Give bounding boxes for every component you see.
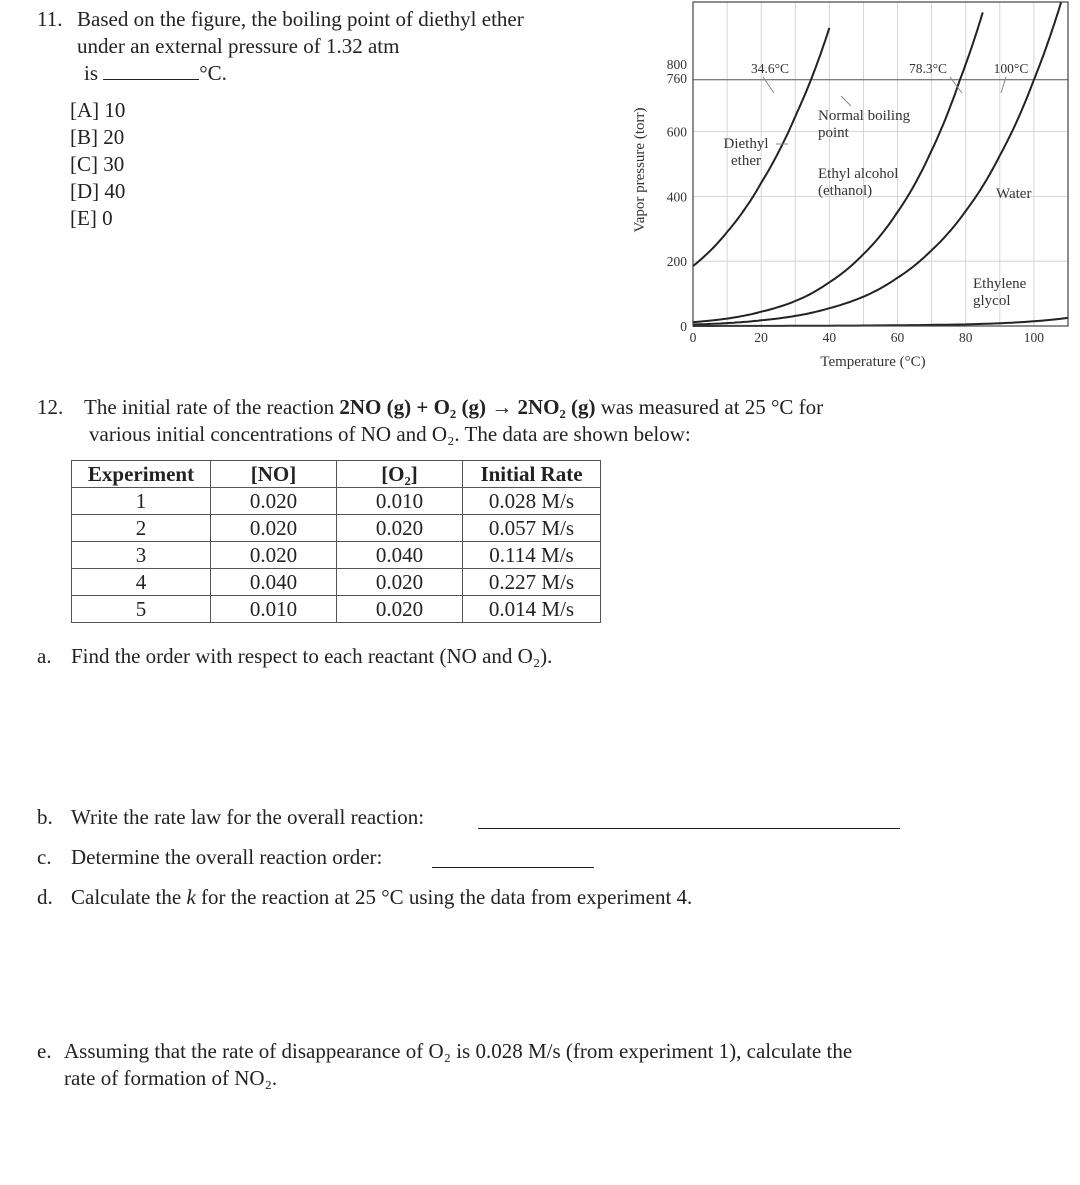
table-row bbox=[72, 596, 601, 623]
table-row bbox=[72, 515, 601, 542]
cell: 0.020 bbox=[211, 515, 337, 542]
normal-bp-label-2: point bbox=[818, 125, 849, 141]
y-tick-label: 200 bbox=[666, 254, 687, 270]
part-e bbox=[37, 1038, 852, 1065]
y-tick-label: 760 bbox=[666, 70, 687, 86]
x-tick-label: 100 bbox=[1023, 330, 1045, 345]
choice-c[interactable]: [C] 30 bbox=[70, 152, 125, 176]
cell: 0.010 bbox=[337, 488, 463, 515]
table-row bbox=[72, 569, 601, 596]
choice-d[interactable]: [D] 40 bbox=[70, 179, 126, 203]
header-initial-rate: Initial Rate bbox=[463, 461, 601, 488]
series-label-glycol-1: Ethylene bbox=[973, 276, 1027, 292]
x-tick-labels bbox=[690, 330, 1045, 345]
part-a-letter: a. bbox=[37, 644, 52, 668]
part-d bbox=[37, 884, 692, 911]
y-tick-label: 600 bbox=[666, 124, 687, 140]
part-a bbox=[37, 643, 552, 670]
cell: 0.040 bbox=[211, 569, 337, 596]
cell: 0.227 M/s bbox=[463, 569, 601, 596]
header-no: [NO] bbox=[211, 461, 337, 488]
x-tick-label: 60 bbox=[890, 330, 905, 345]
cell: 0.028 M/s bbox=[463, 488, 601, 515]
cell: 0.010 bbox=[211, 596, 337, 623]
cell: 1 bbox=[72, 488, 211, 515]
series-label-ether-1: Diethyl bbox=[723, 136, 769, 152]
header-o2: [O₂] bbox=[337, 461, 463, 488]
cell: 2 bbox=[72, 515, 211, 542]
x-tick-label: 40 bbox=[822, 330, 837, 345]
choice-b[interactable]: [B] 20 bbox=[70, 125, 125, 149]
bp-label-ethanol: 78.3°C bbox=[908, 61, 948, 76]
part-e-line1: Assuming that the rate of disappearance of O₂ is 0.028 M/s (from experiment 1), calculate the bbox=[64, 1039, 853, 1063]
part-d-letter: d. bbox=[37, 885, 53, 909]
y-tick-label: 400 bbox=[666, 189, 687, 205]
table-header-row bbox=[72, 461, 601, 488]
part-d-text-post: for the reaction at 25 °C using the data from experiment 4. bbox=[195, 885, 693, 909]
series-label-ether-2: ether bbox=[731, 153, 761, 169]
q11-unit: °C. bbox=[199, 61, 227, 85]
cell: 0.020 bbox=[211, 542, 337, 569]
cell: 4 bbox=[72, 569, 211, 596]
cell: 3 bbox=[72, 542, 211, 569]
bp-label-ether: 34.6°C bbox=[750, 61, 790, 76]
q12-intro-post: was measured at 25 °C for bbox=[595, 395, 824, 419]
cell: 0.114 M/s bbox=[463, 542, 601, 569]
rate-data-table bbox=[71, 460, 601, 623]
q11-text-line2: under an external pressure of 1.32 atm bbox=[77, 34, 400, 58]
y-tick-label: 800 bbox=[666, 56, 687, 72]
normal-bp-label-1: Normal boiling bbox=[818, 108, 911, 124]
bp-label-water: 100°C bbox=[993, 61, 1029, 76]
cell: 0.020 bbox=[337, 515, 463, 542]
part-c-letter: c. bbox=[37, 845, 52, 869]
part-c-text: Determine the overall reaction order: bbox=[71, 845, 383, 869]
vapor-pressure-chart bbox=[628, 0, 1080, 380]
q12-intro-line1 bbox=[84, 394, 823, 421]
q12-reaction: 2NO (g) + O₂ (g) → 2NO₂ (g) bbox=[339, 395, 596, 419]
cell: 5 bbox=[72, 596, 211, 623]
part-e-letter: e. bbox=[37, 1039, 52, 1063]
overall-order-answer-blank[interactable] bbox=[432, 845, 594, 868]
q12-number: 12. bbox=[37, 395, 64, 419]
cell: 0.020 bbox=[211, 488, 337, 515]
part-d-text-pre: Calculate the bbox=[71, 885, 187, 909]
x-tick-label: 0 bbox=[689, 330, 697, 345]
part-c bbox=[37, 844, 382, 871]
q11-is: is bbox=[84, 61, 99, 85]
y-tick-label: 0 bbox=[680, 319, 687, 334]
q11-answer-blank[interactable] bbox=[103, 79, 199, 80]
table-row bbox=[72, 488, 601, 515]
rate-law-answer-blank[interactable] bbox=[478, 806, 900, 829]
q11-number: 11. bbox=[37, 7, 63, 31]
q11-choices bbox=[70, 97, 125, 232]
cell: 0.014 M/s bbox=[463, 596, 601, 623]
part-a-text: Find the order with respect to each reactant (NO and O₂). bbox=[71, 644, 553, 668]
part-e-line2: rate of formation of NO₂. bbox=[64, 1066, 278, 1090]
q12-intro-line2: various initial concentrations of NO and O₂. The data are shown below: bbox=[89, 422, 691, 446]
series-label-water: Water bbox=[996, 186, 1032, 202]
q11-text-line1: Based on the figure, the boiling point of diethyl ether bbox=[77, 7, 524, 31]
table-row bbox=[72, 542, 601, 569]
x-axis-label: Temperature (°C) bbox=[820, 354, 926, 370]
part-b-text: Write the rate law for the overall reaction: bbox=[71, 805, 425, 829]
cell: 0.020 bbox=[337, 569, 463, 596]
normal-bp-pointer bbox=[841, 96, 851, 106]
choice-e[interactable]: [E] 0 bbox=[70, 206, 113, 230]
part-b bbox=[37, 804, 424, 831]
x-tick-label: 20 bbox=[754, 330, 768, 345]
q12-intro-pre: The initial rate of the reaction bbox=[84, 395, 340, 419]
part-d-k: k bbox=[186, 885, 196, 909]
cell: 0.057 M/s bbox=[463, 515, 601, 542]
q11-text-line3 bbox=[84, 60, 227, 87]
y-axis-label: Vapor pressure (torr) bbox=[632, 107, 648, 233]
choice-a[interactable]: [A] 10 bbox=[70, 98, 126, 122]
cell: 0.020 bbox=[337, 596, 463, 623]
series-label-ethanol-1: Ethyl alcohol bbox=[818, 166, 899, 182]
y-tick-labels bbox=[667, 57, 688, 334]
part-b-letter: b. bbox=[37, 805, 53, 829]
cell: 0.040 bbox=[337, 542, 463, 569]
series-label-glycol-2: glycol bbox=[973, 293, 1011, 309]
series-label-ethanol-2: (ethanol) bbox=[818, 183, 873, 199]
header-experiment: Experiment bbox=[72, 461, 211, 488]
x-tick-label: 80 bbox=[958, 330, 973, 345]
